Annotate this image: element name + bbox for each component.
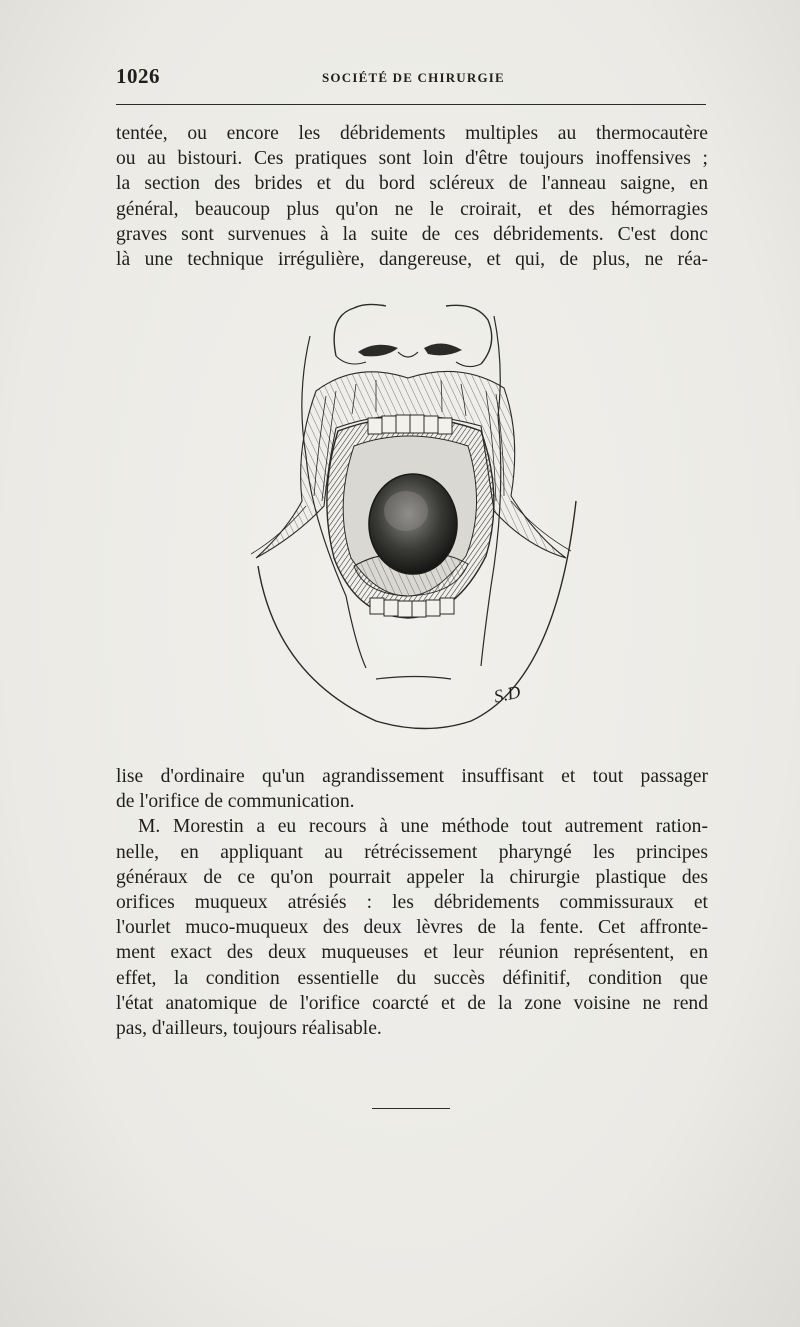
text-line: l'état anatomique de l'orifice coarcté et de la zone voisine ne rend [116, 992, 708, 1014]
text-line: ment exact des deux muqueuses et leur réunion représentent, en [116, 942, 708, 964]
nostril-left [358, 345, 398, 357]
text-line: pas, d'ailleurs, toujours réalisable. [116, 1018, 382, 1040]
upper-teeth [368, 415, 452, 434]
text-line: nelle, en appliquant au rétrécissement pharyngé les principes [116, 841, 708, 863]
text-line: lise d'ordinaire qu'un agrandissement insuffisant et tout passager [116, 766, 708, 787]
paragraph-2 [116, 764, 708, 1041]
text-line: ou au bistouri. Ces pratiques sont loin d'être toujours inoffensives ; [116, 148, 708, 170]
page-number: 1026 [116, 64, 160, 88]
figure-illustration [236, 296, 606, 736]
text-line: tentée, ou encore les débridements multiples au thermocautère [116, 123, 708, 144]
page-header [116, 64, 706, 94]
header-rule [116, 104, 706, 105]
text-line: M. Morestin a eu recours à une méthode tout autrement ration- [138, 816, 708, 838]
nostril-right [424, 343, 462, 355]
text-line: orifices muqueux atrésiés : les débridements commissuraux et [116, 892, 708, 914]
text-line: là une technique irrégulière, dangereuse, et qui, de plus, ne réa- [116, 249, 708, 271]
text-line: effet, la condition essentielle du succès définitif, condition que [116, 967, 708, 989]
text-line: l'ourlet muco-muqueux des deux lèvres de la fente. Cet affronte- [116, 917, 708, 939]
text-line: la section des brides et du bord scléreux de l'anneau saigne, en [116, 173, 708, 195]
text-line: général, beaucoup plus qu'on ne le croirait, et des hémorragies [116, 198, 708, 220]
text-line: de l'orifice de communication. [116, 791, 355, 813]
section-end-rule [372, 1108, 450, 1109]
text-line: généraux de ce qu'on pourrait appeler la chirurgie plastique des [116, 866, 708, 888]
illustrator-signature: S.D [492, 681, 523, 707]
text-line: graves sont survenues à la suite de ces débridements. C'est donc [116, 223, 708, 245]
paragraph-1 [116, 121, 708, 272]
lower-lip-line [376, 677, 451, 680]
running-head: SOCIÉTÉ DE CHIRURGIE [322, 70, 505, 85]
lower-teeth [370, 598, 454, 617]
nose-outline [334, 304, 492, 364]
